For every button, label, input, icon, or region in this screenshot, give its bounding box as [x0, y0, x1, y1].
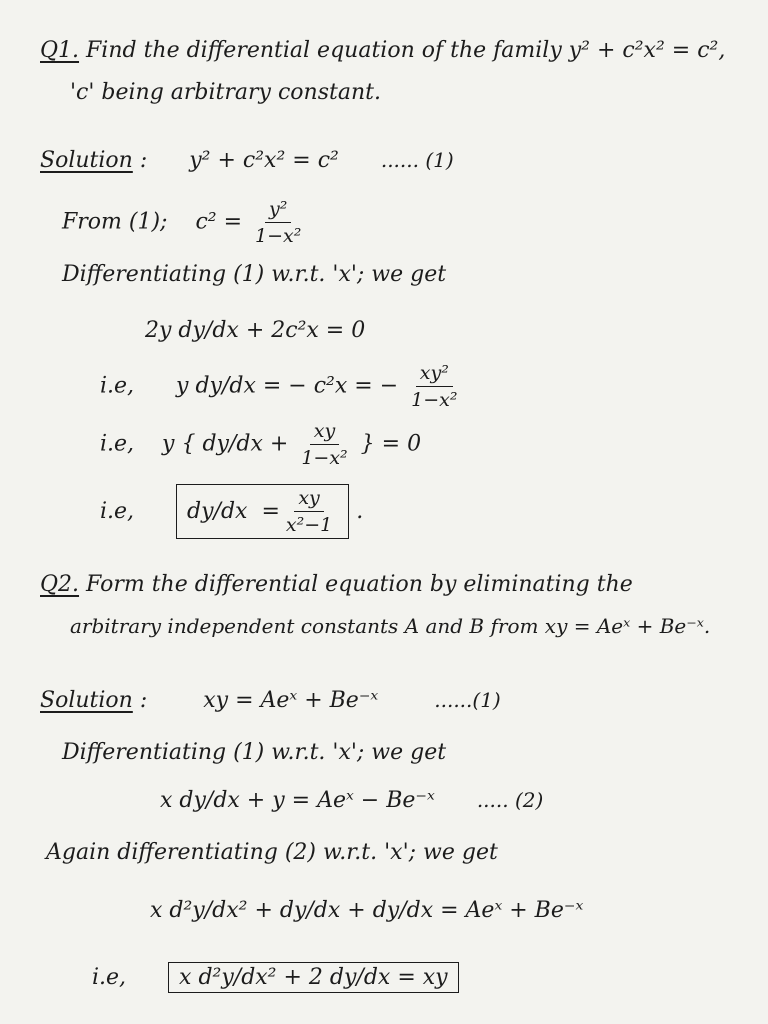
- q1-ie1-fraction: [411, 362, 457, 411]
- q1-differentiating-line: Differentiating (1) w.r.t. 'x'; we get: [62, 262, 447, 287]
- q1-c2-denominator: 1−x²: [255, 225, 302, 247]
- q2-given-tag: ......(1): [434, 688, 501, 712]
- q2-final-answer: x d²y/dx² + 2 dy/dx = xy: [179, 965, 448, 990]
- q2-eq3: x d²y/dx² + dy/dx + dy/dx = Aeˣ + Be⁻ˣ: [150, 898, 584, 923]
- q2-label: Q2.: [40, 572, 80, 597]
- q1-step1-equation: 2y dy/dx + 2c²x = 0: [145, 318, 366, 343]
- q1-c2-numerator: y²: [265, 198, 291, 223]
- q1-question-text: Find the differential equation of the family y² + c²x² = c²,: [86, 38, 726, 63]
- q1-c2-fraction: [255, 198, 301, 247]
- q1-from-label: From (1);: [62, 209, 168, 235]
- q1-ie1-numerator: xy²: [416, 362, 453, 387]
- q2-given-equation: xy = Aeˣ + Be⁻ˣ: [203, 688, 379, 713]
- q1-ie3-label: i.e,: [100, 499, 135, 524]
- q1-solution-row: [40, 148, 454, 173]
- q2-question-line-2: arbitrary independent constants A and B from xy = Aeˣ + Be⁻ˣ.: [70, 614, 711, 638]
- q1-ie1-denominator: 1−x²: [411, 389, 458, 411]
- q2-solution-row: [40, 688, 501, 713]
- q1-ie2-label: i.e,: [100, 431, 135, 457]
- q1-answer-fraction: [286, 487, 332, 536]
- q2-diff2-line: Again differentiating (2) w.r.t. 'x'; we get: [46, 840, 498, 865]
- q1-given-equation: y² + c²x² = c²: [189, 148, 339, 173]
- q2-solution-sep: :: [139, 688, 148, 713]
- q1-question-line-2: 'c' being arbitrary constant.: [70, 80, 381, 105]
- q2-eq2: x dy/dx + y = Aeˣ − Be⁻ˣ: [160, 788, 435, 813]
- q1-answer-lhs: dy/dx: [187, 499, 248, 524]
- q1-answer-numerator: xy: [294, 487, 323, 512]
- q2-ie-label: i.e,: [92, 965, 127, 990]
- q1-c2-lhs: c² =: [195, 209, 243, 235]
- q1-ie3-row: [100, 484, 363, 539]
- q1-answer-equals: =: [261, 499, 280, 524]
- q1-solution-label: Solution: [40, 148, 133, 173]
- q1-ie2-rhs: } = 0: [360, 431, 422, 457]
- q2-question-text: Form the differential equation by eliminating the: [86, 572, 633, 597]
- q1-given-tag: ...... (1): [380, 148, 454, 172]
- q2-eq2-tag: ..... (2): [476, 788, 544, 812]
- q1-label: Q1.: [40, 38, 80, 63]
- q2-final-answer-box: [168, 962, 459, 993]
- q2-eq2-row: [160, 788, 543, 813]
- q1-question-line-1: [40, 38, 725, 63]
- q2-question-line-1: [40, 572, 633, 597]
- q1-answer-period: .: [356, 499, 364, 524]
- q1-ie1-lhs: y dy/dx = − c²x = −: [176, 373, 399, 399]
- q1-from-row: [62, 198, 307, 247]
- q2-solution-label: Solution: [40, 688, 133, 713]
- q1-ie2-lhs: y { dy/dx +: [162, 431, 289, 457]
- q1-ie2-fraction: [301, 420, 347, 469]
- q1-ie2-row: [100, 420, 421, 469]
- q2-final-row: [92, 962, 459, 993]
- q1-ie2-numerator: xy: [310, 420, 339, 445]
- q1-answer-box: [176, 484, 349, 539]
- q1-ie1-label: i.e,: [100, 373, 135, 399]
- q1-answer-denominator: x²−1: [285, 514, 333, 536]
- q1-ie2-denominator: 1−x²: [301, 447, 348, 469]
- q1-ie1-row: [100, 362, 463, 411]
- q1-solution-sep: :: [139, 148, 148, 173]
- q2-diff1-line: Differentiating (1) w.r.t. 'x'; we get: [62, 740, 447, 765]
